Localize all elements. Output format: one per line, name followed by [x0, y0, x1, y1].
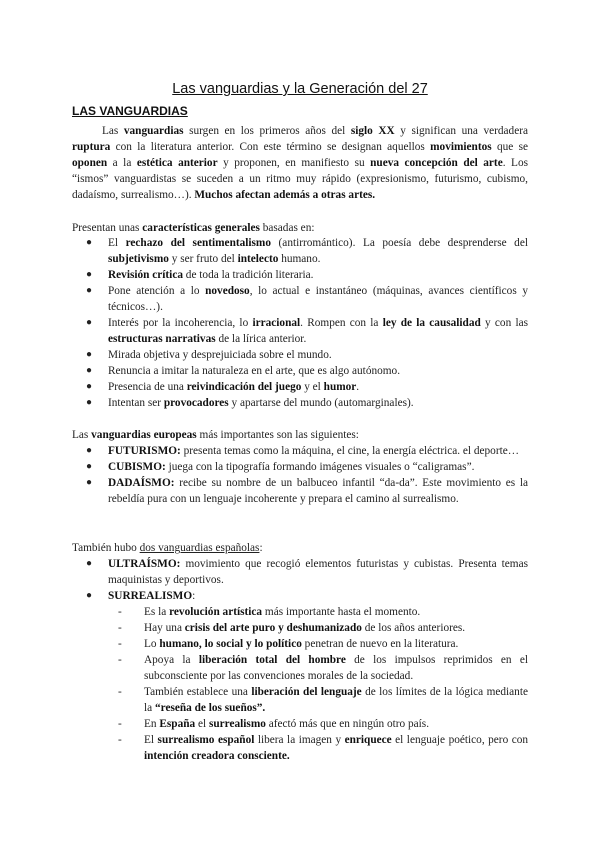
text-run: , lo actual e instantáneo (máquinas, avances científicos y técnicos…). [108, 285, 528, 313]
text-run: También establece una [144, 686, 252, 698]
text-run: de los años anteriores. [361, 622, 466, 634]
dash-icon: - [118, 638, 122, 650]
list-item-text [144, 686, 528, 714]
text-run: Renuncia a imitar la naturaleza en el arte, que es algo autónomo. [108, 365, 401, 377]
list-item [108, 652, 528, 684]
list-item-text [108, 269, 313, 281]
text-run: de los límites de la lógica mediante la [144, 686, 528, 714]
list-item-text [108, 349, 332, 361]
text-run: : [192, 590, 196, 602]
text-run: y proponen, en manifiesto su [217, 157, 371, 169]
text-run: Es la [144, 606, 170, 618]
text-run: Presentan unas [72, 222, 143, 234]
list-item-text [144, 718, 429, 730]
list-item-text [144, 734, 528, 762]
european-intro [72, 427, 528, 443]
bold-run: nueva concepción del arte [370, 157, 503, 169]
text-run: a la [107, 157, 137, 169]
bullet-icon: ● [86, 349, 93, 360]
characteristics-list [72, 235, 528, 411]
text-run: dos vanguardias españolas [139, 542, 260, 554]
bold-run: vanguardias europeas [91, 429, 197, 441]
bold-run: ruptura [72, 141, 111, 153]
list-item-text [108, 237, 528, 265]
text-run: . Rompen con la [300, 317, 383, 329]
list-item [72, 267, 528, 283]
text-run: humano. [278, 253, 321, 265]
dash-icon: - [118, 734, 122, 746]
bold-run: provocadores [163, 397, 229, 409]
bold-run: movimientos [430, 141, 492, 153]
text-run: con la literatura anterior. Con este término se designan aquellos [110, 141, 431, 153]
list-item [72, 395, 528, 411]
bold-run: Muchos afectan además a otras artes. [194, 189, 376, 201]
spanish-intro [72, 540, 528, 556]
bold-run: DADAÍSMO: [108, 477, 175, 489]
list-item [108, 732, 528, 764]
bold-run: “reseña de los sueños”. [154, 702, 266, 714]
dash-icon: - [118, 686, 122, 698]
bullet-icon: ● [86, 558, 93, 569]
bold-run: oponen [72, 157, 108, 169]
text-run: libera la imagen y [254, 734, 345, 746]
text-run: y con las [480, 317, 529, 329]
bullet-icon: ● [86, 477, 93, 488]
text-run: movimiento que recogió elementos futuristas y cubistas. Presenta temas maquinistas y deportivos. [108, 558, 528, 586]
list-item-text [108, 285, 528, 313]
text-run: Intentan ser [108, 397, 164, 409]
bold-run: ULTRAÍSMO: [108, 558, 181, 570]
dash-icon: - [118, 718, 122, 730]
bold-run: vanguardias [123, 125, 184, 137]
european-list [72, 443, 528, 507]
bold-run: siglo XX [350, 125, 395, 137]
text-run: Las [72, 429, 92, 441]
bullet-icon: ● [86, 397, 93, 408]
text-run: surgen en los primeros años del [183, 125, 351, 137]
list-item [72, 363, 528, 379]
bold-run: CUBISMO: [108, 461, 166, 473]
text-run: más importante hasta el momento. [262, 606, 421, 618]
bold-run: reivindicación del juego [186, 381, 302, 393]
list-item-text [108, 461, 474, 473]
ultraismo-text [108, 558, 528, 586]
text-run: de la lírica anterior. [215, 333, 307, 345]
bold-run: liberación del lenguaje [251, 686, 362, 698]
bold-run: rechazo del sentimentalismo [125, 237, 271, 249]
list-item [72, 347, 528, 363]
dash-icon: - [118, 606, 122, 618]
bullet-icon: ● [86, 365, 93, 376]
intro-paragraph [72, 123, 528, 203]
bold-run: crisis del arte puro y deshumanizado [184, 622, 362, 634]
section-heading: LAS VANGUARDIAS [72, 104, 188, 118]
text-run: También hubo [72, 542, 140, 554]
list-item [72, 315, 528, 347]
bold-run: surrealismo [208, 718, 266, 730]
bullet-icon: ● [86, 461, 93, 472]
list-item-text [108, 477, 528, 505]
text-run: Lo [144, 638, 160, 650]
text-run: (antirromántico). La poesía debe desprenderse del [271, 237, 528, 249]
list-item [72, 475, 528, 507]
list-item-surrealismo [72, 588, 528, 764]
text-run: Hay una [144, 622, 185, 634]
list-item [108, 716, 528, 732]
bold-run: revolución artística [169, 606, 263, 618]
text-run: y significan una verdadera [394, 125, 528, 137]
bullet-icon: ● [86, 237, 93, 248]
bold-run: características generales [142, 222, 260, 234]
bold-run: FUTURISMO: [108, 445, 181, 457]
bullet-icon: ● [86, 285, 93, 296]
bold-run: subjetivismo [108, 253, 169, 265]
list-item-text [108, 365, 400, 377]
list-item-text [108, 397, 414, 409]
text-run: el lenguaje poético, pero con [391, 734, 529, 746]
dash-icon: - [118, 622, 122, 634]
list-item-text [144, 638, 458, 650]
text-run: . Los “ismos” vanguardistas se suceden a un ritmo muy rápido (expresionismo, futurismo, cubismo, dadaísmo, surrealismo…). [72, 157, 528, 201]
text-run: Interés por la incoherencia, lo [108, 317, 253, 329]
text-run: Apoya la [144, 654, 199, 666]
text-run: El [108, 237, 126, 249]
text-run: que se [491, 141, 529, 153]
bold-run: Revisión crítica [108, 269, 183, 281]
bold-run: España [159, 718, 196, 730]
text-run: . [356, 381, 360, 393]
spanish-list [72, 556, 528, 764]
list-item [108, 684, 528, 716]
text-run: Pone atención a lo [108, 285, 206, 297]
text-run: de toda la tradición literaria. [182, 269, 314, 281]
dash-icon: - [118, 654, 122, 666]
text-run: Las [102, 125, 124, 137]
list-item [72, 283, 528, 315]
list-item [72, 379, 528, 395]
bullet-icon: ● [86, 317, 93, 328]
surrealismo-list [108, 604, 528, 764]
list-item [72, 235, 528, 267]
text-run: : [259, 542, 263, 554]
text-run: juega con la tipografía formando imágenes visuales o “caligramas”. [165, 461, 475, 473]
bold-run: liberación total del hombre [198, 654, 346, 666]
list-item-text [144, 622, 465, 634]
bullet-icon: ● [86, 590, 93, 601]
page-title: Las vanguardias y la Generación del 27 [172, 81, 428, 97]
text-run: Presencia de una [108, 381, 187, 393]
bold-run: intelecto [237, 253, 279, 265]
text-run: En [144, 718, 160, 730]
list-item [108, 620, 528, 636]
text-run: y apartarse del mundo (automarginales). [228, 397, 414, 409]
bold-run: intención creadora consciente. [144, 750, 290, 762]
surrealismo-label [108, 590, 195, 602]
text-run: recibe su nombre de un balbuceo infantil “da-da”. Este movimiento es la rebeldía pura con un lenguaje incoherente y prepara el camino al surrealismo. [108, 477, 528, 505]
list-item [108, 604, 528, 620]
bold-run: humano, lo social y lo político [159, 638, 302, 650]
text-run: presenta temas como la máquina, el cine, la energía eléctrica. el deporte… [180, 445, 520, 457]
bold-run: humor [323, 381, 357, 393]
list-item-text [144, 606, 420, 618]
list-item-text [144, 654, 528, 682]
bold-run: estética anterior [136, 157, 218, 169]
text-run: penetran de nuevo en la literatura. [301, 638, 459, 650]
text-run: de los impulsos reprimidos en el subconsciente por las convenciones morales de la sociedad. [144, 654, 528, 682]
text-run: basadas en: [259, 222, 315, 234]
list-item [72, 459, 528, 475]
bold-run: estructuras narrativas [108, 333, 216, 345]
list-item-ultraismo [72, 556, 528, 588]
list-item [108, 636, 528, 652]
bold-run: surrealismo español [157, 734, 255, 746]
characteristics-intro [72, 220, 528, 236]
text-run: afectó más que en ningún otro país. [265, 718, 430, 730]
bold-run: enriquece [344, 734, 392, 746]
bold-run: SURREALISMO [108, 590, 193, 602]
list-item [72, 443, 528, 459]
list-item-text [108, 317, 528, 345]
bold-run: irracional [252, 317, 301, 329]
text-run: Mirada objetiva y desprejuiciada sobre el mundo. [108, 349, 332, 361]
text-run: y ser fruto del [168, 253, 238, 265]
list-item-text [108, 445, 519, 457]
text-run: y el [301, 381, 324, 393]
list-item-text [108, 381, 359, 393]
bold-run: novedoso [205, 285, 250, 297]
text-run: más importantes son las siguientes: [196, 429, 359, 441]
text-run: el [195, 718, 209, 730]
bold-run: ley de la causalidad [382, 317, 481, 329]
bullet-icon: ● [86, 445, 93, 456]
text-run: El [144, 734, 158, 746]
bullet-icon: ● [86, 269, 93, 280]
bullet-icon: ● [86, 381, 93, 392]
